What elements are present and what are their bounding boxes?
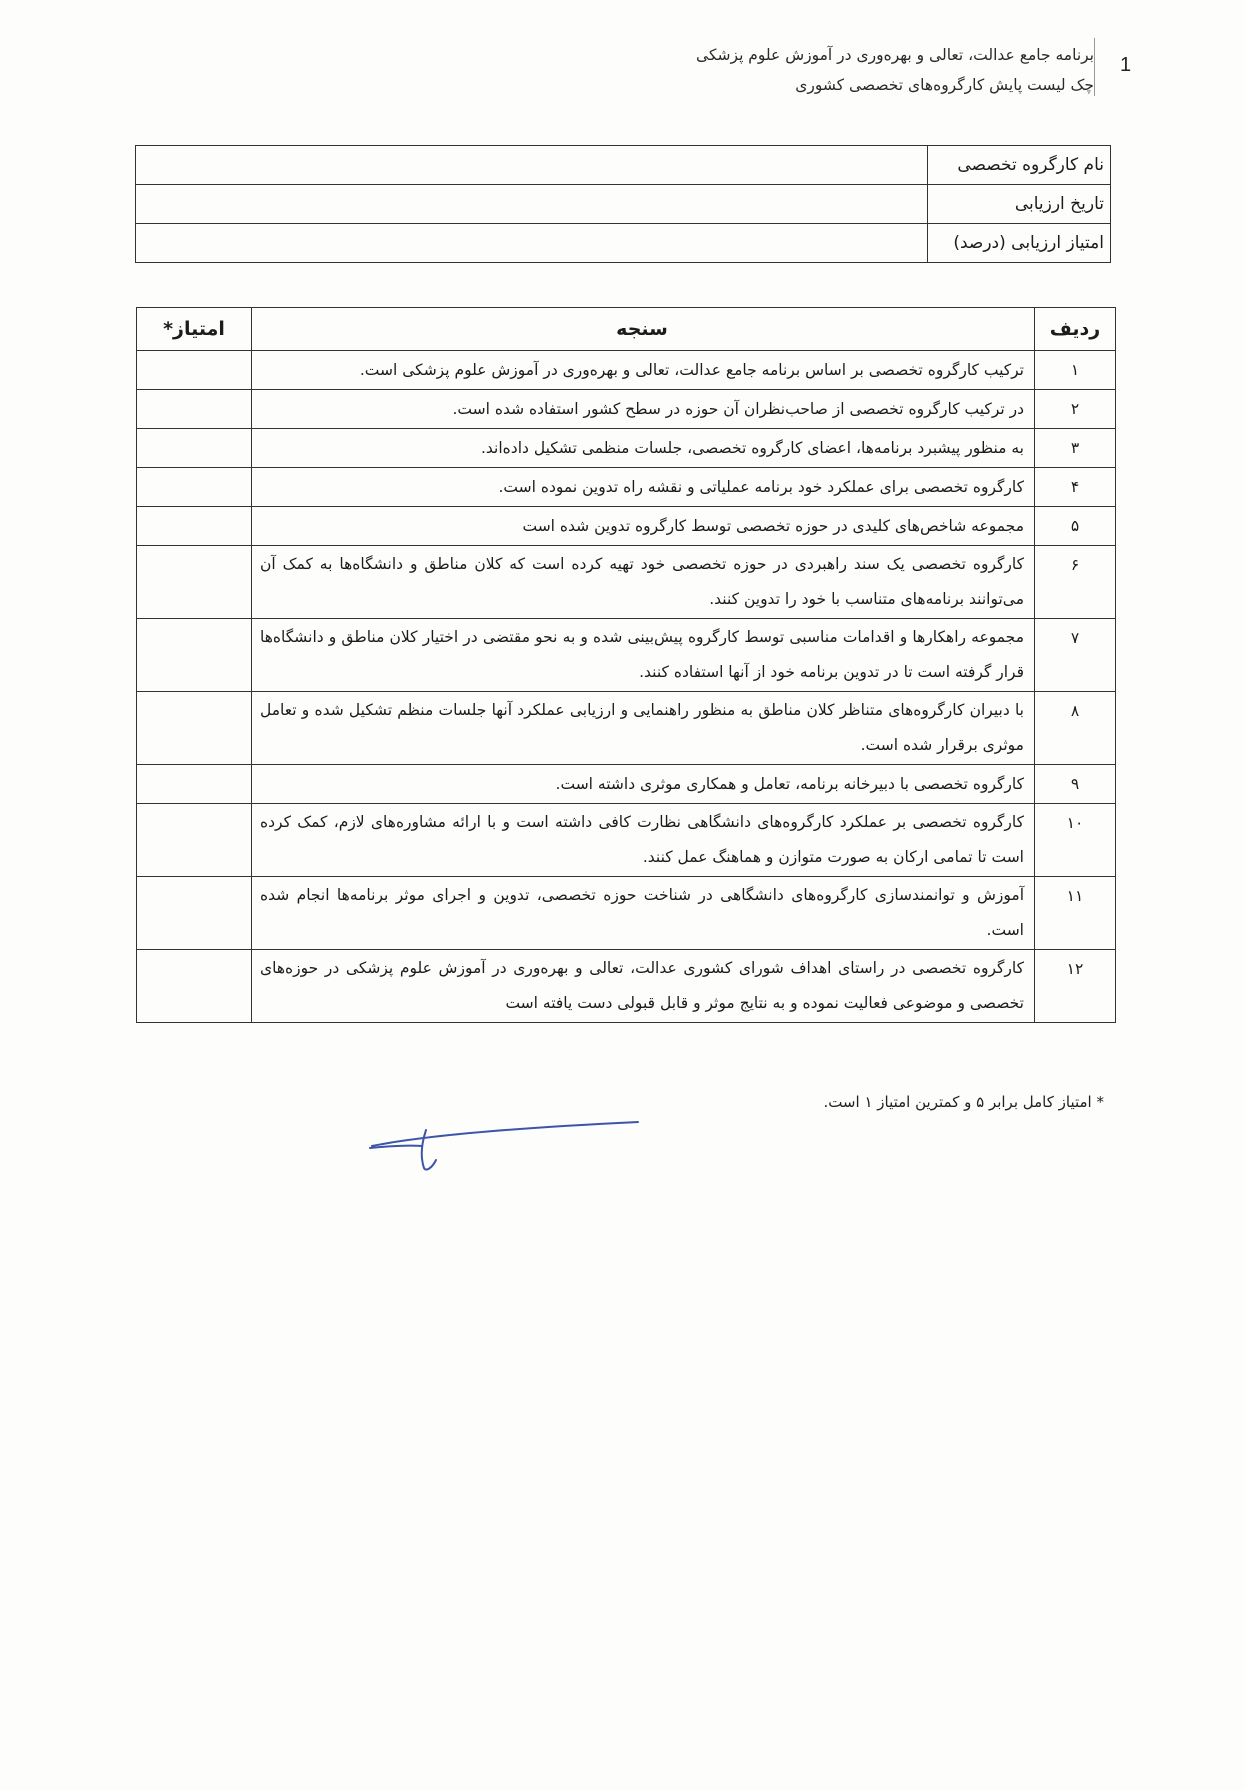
row-criterion: ترکیب کارگروه تخصصی بر اساس برنامه جامع عدالت، تعالی و بهره‌وری در آموزش علوم پزشکی است. — [252, 351, 1035, 390]
row-index: ۱۰ — [1035, 804, 1116, 877]
row-criterion: کارگروه تخصصی یک سند راهبردی در حوزه تخصصی خود تهیه کرده است که کلان مناطق و دانشگاه‌ها به کمک آن می‌توانند برنامه‌های متناسب با خود را تدوین کنند. — [252, 546, 1035, 619]
row-index: ۹ — [1035, 765, 1116, 804]
score-footnote: * امتیاز کامل برابر ۵ و کمترین امتیاز ۱ است. — [823, 1093, 1104, 1111]
header-score: امتیاز* — [137, 308, 252, 351]
row-score-cell[interactable] — [137, 351, 252, 390]
info-value-workgroup[interactable] — [136, 146, 928, 185]
row-score-cell[interactable] — [137, 804, 252, 877]
row-index: ۱۱ — [1035, 877, 1116, 950]
info-row — [136, 185, 1111, 224]
row-score-cell[interactable] — [137, 468, 252, 507]
row-index: ۸ — [1035, 692, 1116, 765]
row-score-cell[interactable] — [137, 692, 252, 765]
info-value-score-percent[interactable] — [136, 224, 928, 263]
row-criterion: به منظور پیشبرد برنامه‌ها، اعضای کارگروه تخصصی، جلسات منظمی تشکیل داده‌اند. — [252, 429, 1035, 468]
row-criterion: کارگروه تخصصی برای عملکرد خود برنامه عملیاتی و نقشه راه تدوین نموده است. — [252, 468, 1035, 507]
row-index: ۱۲ — [1035, 950, 1116, 1023]
row-criterion: در ترکیب کارگروه تخصصی از صاحب‌نظران آن حوزه در سطح کشور استفاده شده است. — [252, 390, 1035, 429]
table-row — [137, 877, 1116, 950]
table-row — [137, 390, 1116, 429]
header-program-title: برنامه جامع عدالت، تعالی و بهره‌وری در آموزش علوم پزشکی — [696, 46, 1094, 64]
info-row — [136, 224, 1111, 263]
row-criterion: آموزش و توانمندسازی کارگروه‌های دانشگاهی در شناخت حوزه تخصصی، تدوین و اجرای موثر برنامه‌ها انجام شده است. — [252, 877, 1035, 950]
header-index: ردیف — [1035, 308, 1116, 351]
row-criterion: با دبیران کارگروه‌های متناظر کلان مناطق به منظور راهنمایی و ارزیابی عملکرد آنها جلسات منظم تشکیل شده و تعامل موثری برقرار شده است. — [252, 692, 1035, 765]
row-index: ۷ — [1035, 619, 1116, 692]
row-index: ۴ — [1035, 468, 1116, 507]
row-criterion: مجموعه راهکارها و اقدامات مناسبی توسط کارگروه پیش‌بینی شده و به نحو مقتضی در اختیار کلان مناطق و دانشگاه‌ها قرار گرفته است تا در تدوین برنامه خود از آنها استفاده کنند. — [252, 619, 1035, 692]
row-score-cell[interactable] — [137, 950, 252, 1023]
table-row — [137, 351, 1116, 390]
row-criterion: کارگروه تخصصی در راستای اهداف شورای کشوری عدالت، تعالی و بهره‌وری در آموزش علوم پزشکی در حوزه‌های تخصصی و موضوعی فعالیت نموده و به نتایج موثر و قابل قبولی دست یافته است — [252, 950, 1035, 1023]
row-score-cell[interactable] — [137, 619, 252, 692]
row-index: ۶ — [1035, 546, 1116, 619]
row-score-cell[interactable] — [137, 507, 252, 546]
info-label-score-percent: امتیاز ارزیابی (درصد) — [928, 224, 1111, 263]
row-score-cell[interactable] — [137, 429, 252, 468]
page-number: 1 — [1120, 54, 1132, 76]
row-index: ۵ — [1035, 507, 1116, 546]
table-row — [137, 619, 1116, 692]
row-index: ۲ — [1035, 390, 1116, 429]
row-score-cell[interactable] — [137, 390, 252, 429]
header-criterion: سنجه — [252, 308, 1035, 351]
info-value-date[interactable] — [136, 185, 928, 224]
checklist-table — [136, 307, 1116, 1023]
row-index: ۳ — [1035, 429, 1116, 468]
header-checklist-title: چک لیست پایش کارگروه‌های تخصصی کشوری — [795, 76, 1094, 94]
row-score-cell[interactable] — [137, 546, 252, 619]
info-row — [136, 146, 1111, 185]
table-row — [137, 765, 1116, 804]
table-row — [137, 950, 1116, 1023]
row-score-cell[interactable] — [137, 765, 252, 804]
table-row — [137, 507, 1116, 546]
table-row — [137, 429, 1116, 468]
info-label-workgroup: نام کارگروه تخصصی — [928, 146, 1111, 185]
signature — [362, 1110, 642, 1180]
row-criterion: کارگروه تخصصی بر عملکرد کارگروه‌های دانشگاهی نظارت کافی داشته است و با ارائه مشاوره‌های لازم، کمک کرده است تا تمامی ارکان به صورت متوازن و هماهنگ عمل کنند. — [252, 804, 1035, 877]
row-score-cell[interactable] — [137, 877, 252, 950]
checklist-header-row — [137, 308, 1116, 351]
row-criterion: مجموعه شاخص‌های کلیدی در حوزه تخصصی توسط کارگروه تدوین شده است — [252, 507, 1035, 546]
row-criterion: کارگروه تخصصی با دبیرخانه برنامه، تعامل و همکاری موثری داشته است. — [252, 765, 1035, 804]
table-row — [137, 804, 1116, 877]
table-row — [137, 692, 1116, 765]
document-header — [696, 40, 1094, 100]
row-index: ۱ — [1035, 351, 1116, 390]
header-divider — [1094, 38, 1095, 96]
info-label-date: تاریخ ارزیابی — [928, 185, 1111, 224]
table-row — [137, 468, 1116, 507]
info-table — [135, 145, 1111, 263]
table-row — [137, 546, 1116, 619]
